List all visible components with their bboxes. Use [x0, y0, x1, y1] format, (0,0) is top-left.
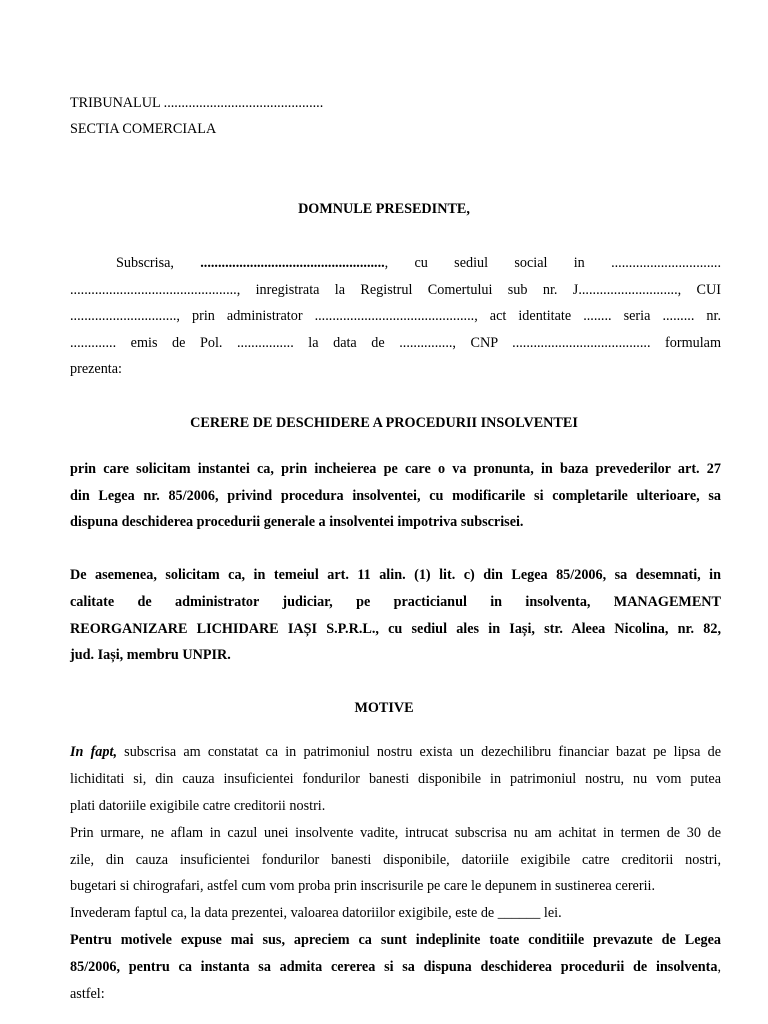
motives-title: MOTIVE — [354, 700, 414, 716]
request-line-2: din Legea nr. 85/2006, privind procedura insolventei, cu modificarile si completarile ulterioare, sa — [70, 488, 721, 504]
facts-text: subscrisa am constatat ca in patrimoniul nostru exista un dezechilibru financiar bazat pe lipsa de — [117, 744, 721, 760]
conclusion-comma: , — [717, 959, 721, 975]
consequence-line-2: zile, din cauza insuficientei fondurilor banesti disponibile, datoriile exigibile catre creditorii nostri, — [70, 852, 721, 868]
request-title: CERERE DE DESCHIDERE A PROCEDURII INSOLVENTEI — [190, 415, 578, 431]
intro-line-3: .............................., prin administrator ............................................., act identitate ........ seria ......... nr. — [70, 308, 721, 324]
intro-line-5: prezenta: — [70, 361, 122, 377]
conclusion-line-2 — [70, 958, 721, 976]
court-line: TRIBUNALUL ............................................. — [70, 95, 324, 111]
intro-subscrisa: Subscrisa, — [116, 255, 174, 271]
intro-line-4: ............. emis de Pol. ................ la data de ..............., CNP ....................................... formulam — [70, 335, 721, 351]
request-line-3: dispuna deschiderea procedurii generale a insolventei impotriva subscrisei. — [70, 514, 524, 530]
facts-line-2: lichiditati si, din cauza insuficientei fondurilor banesti disponibile in patrimoniul nostru, nu vom putea — [70, 771, 721, 787]
consequence-line-3: bugetari si chirografari, astfel cum vom proba prin inscrisurile pe care le depunem in sustinerea cererii. — [70, 878, 656, 894]
conclusion-bold: 85/2006, pentru ca instanta sa admita cererea si sa dispuna deschiderea procedurii de insolventa — [70, 959, 718, 975]
admin-line-1: De asemenea, solicitam ca, in temeiul art. 11 alin. (1) lit. c) din Legea 85/2006, sa desemnati, in — [70, 567, 721, 583]
admin-line-3: REORGANIZARE LICHIDARE IAȘI S.P.R.L., cu sediul ales in Iași, str. Aleea Nicolina, nr. 82, — [70, 621, 721, 637]
facts-lead: In fapt, — [70, 744, 117, 760]
consequence-line-1: Prin urmare, ne aflam in cazul unei insolvente vadite, intrucat subscrisa nu am achitat in termen de 30 de — [70, 825, 721, 841]
debt-line: Invederam faptul ca, la data prezentei, valoarea datoriilor exigibile, este de ______ lei. — [70, 905, 562, 921]
intro-line-2: ..............................................., inregistrata la Registrul Comertului sub nr. J............................, CUI — [70, 282, 721, 298]
intro-seat: , cu sediul social in — [384, 255, 585, 271]
intro-company-blank: .................................................... — [200, 255, 385, 271]
section-line: SECTIA COMERCIALA — [70, 121, 217, 137]
admin-line-2: calitate de administrator judiciar, pe practicianul in insolventa, MANAGEMENT — [70, 594, 721, 610]
intro-seat-blank: ............................... — [611, 255, 722, 271]
salutation: DOMNULE PRESEDINTE, — [298, 201, 470, 217]
intro-line-1 — [116, 254, 721, 272]
conclusion-line-3: astfel: — [70, 986, 105, 1002]
admin-line-4: jud. Iași, membru UNPIR. — [70, 647, 231, 663]
facts-line-1 — [70, 743, 721, 761]
request-line-1: prin care solicitam instantei ca, prin incheierea pe care o va pronunta, in baza prevederilor art. 27 — [70, 461, 721, 477]
conclusion-line-1: Pentru motivele expuse mai sus, apreciem ca sunt indeplinite toate conditiile prevazute de Legea — [70, 932, 721, 948]
facts-line-3: plati datoriile exigibile catre creditorii nostri. — [70, 798, 326, 814]
